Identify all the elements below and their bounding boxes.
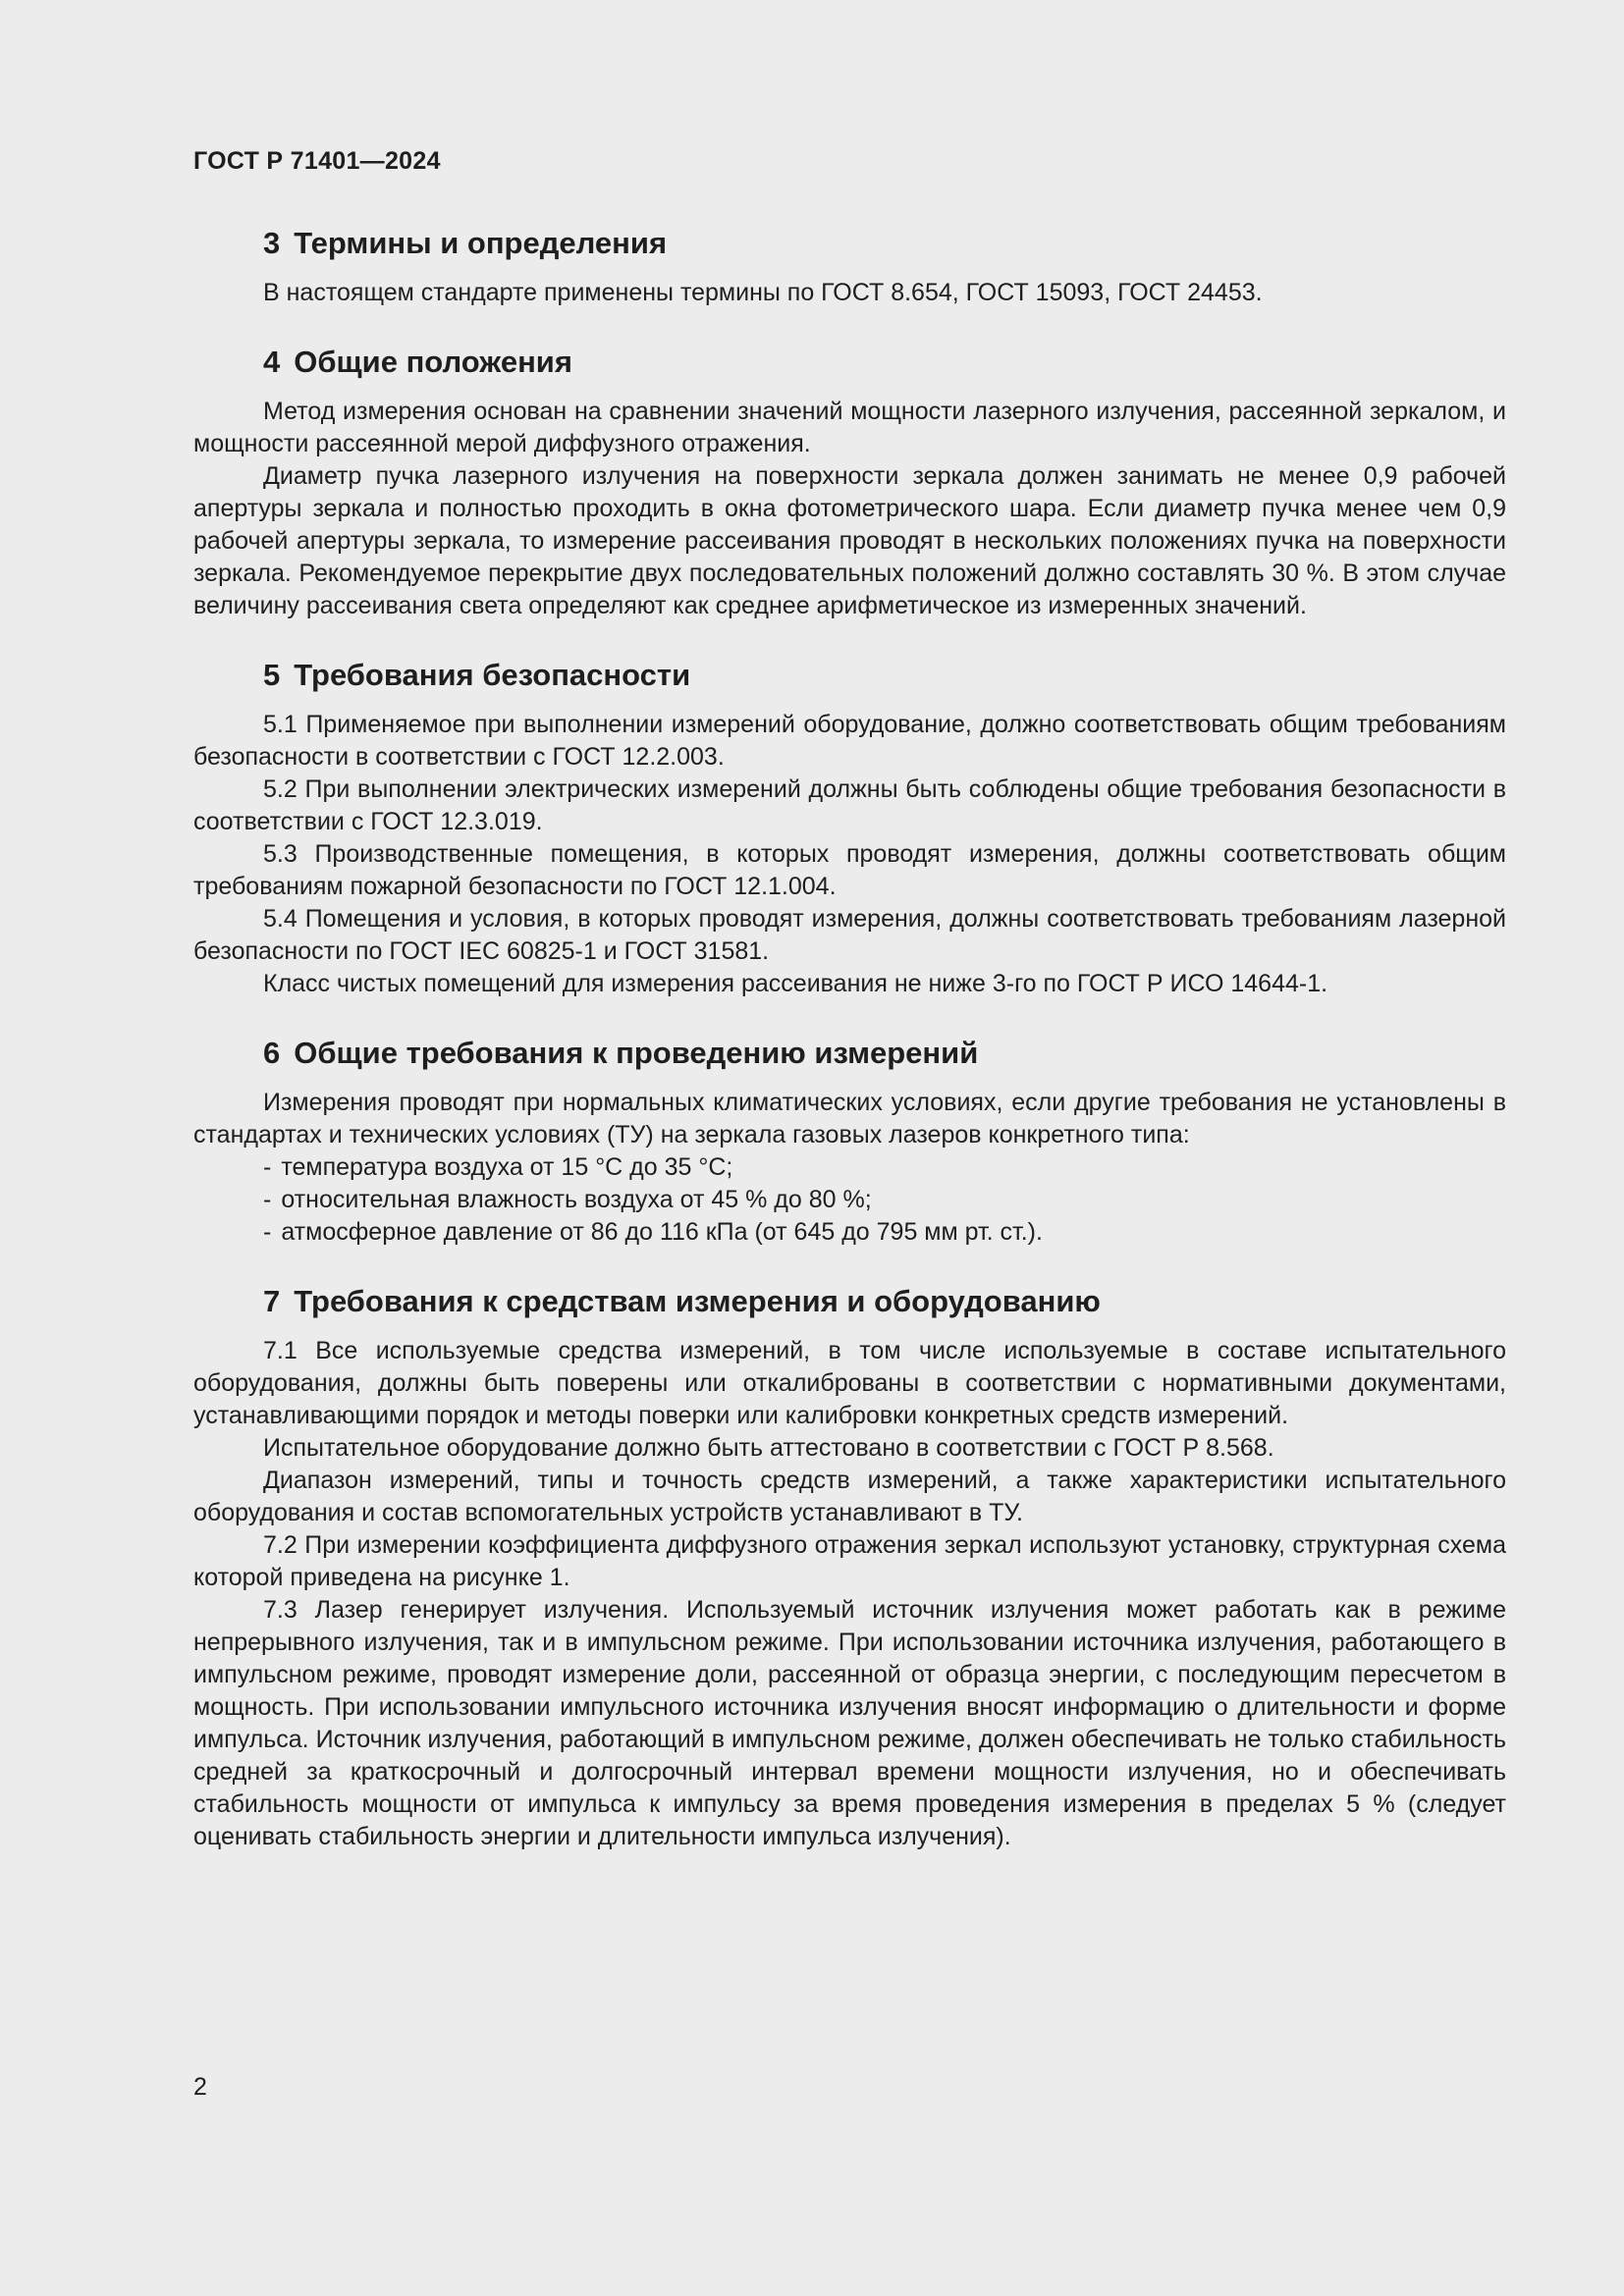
- clause-5-1: 5.1 Применяемое при выполнении измерений оборудование, должно соответствовать общим требованиям безопасности в соответствии с ГОСТ 12.2.003.: [193, 711, 1506, 771]
- section-5: [193, 654, 1506, 1000]
- list-item: - атмосферное давление от 86 до 116 кПа (от 645 до 795 мм рт. ст.).: [263, 1218, 1043, 1246]
- paragraph: Диаметр пучка лазерного излучения на поверхности зеркала должен занимать не менее 0,9 рабочей апертуры зеркала и полностью проходить в окна фотометрического шара. Если диаметр пучка менее чем 0,9 рабочей апертуры зеркала, то измерение рассеивания проводят в нескольких положениях пучка на поверхности зеркала. Рекомендуемое перекрытие двух последовательных положений должно составлять 30 %. В этом случае величину рассеивания света определяют как среднее арифметическое из измеренных значений.: [193, 462, 1506, 619]
- clause-7-3: 7.3 Лазер генерирует излучения. Используемый источник излучения может работать как в режиме непрерывного излучения, так и в импульсном режиме. При использовании источника излучения, работающего в импульсном режиме, проводят измерение доли, рассеянной от образца энергии, с последующим пересчетом в мощность. При использовании импульсного источника излучения вносят информацию о длительности и форме импульса. Источник излучения, работающий в импульсном режиме, должен обеспечивать не только стабильность средней за краткосрочный и долгосрочный интервал времени мощности излучения, но и обеспечивать стабильность мощности от импульса к импульсу за время проведения измерения в пределах 5 % (следует оценивать стабильность энергии и длительности импульса излучения).: [193, 1596, 1506, 1850]
- document-body: [193, 222, 1506, 1853]
- section-heading: [193, 1280, 1506, 1323]
- section-3: [193, 222, 1506, 309]
- section-title: Термины и определения: [294, 226, 668, 260]
- section-6: [193, 1032, 1506, 1249]
- paragraph: Измерения проводят при нормальных климатических условиях, если другие требования не установлены в стандартах и технических условиях (ТУ) на зеркала газовых лазеров конкретного типа:: [193, 1089, 1506, 1148]
- document-header: ГОСТ Р 71401—2024: [193, 147, 441, 175]
- list-item: - относительная влажность воздуха от 45 % до 80 %;: [263, 1186, 872, 1213]
- clause-7-1: 7.1 Все используемые средства измерений, в том числе используемые в составе испытательного оборудования, должны быть поверены или откалиброваны в соответствии с нормативными документами, устанавливающими порядок и методы поверки или калибровки конкретных средств измерений.: [193, 1337, 1506, 1429]
- section-number: 7: [263, 1284, 281, 1318]
- section-title: Общие положения: [294, 345, 572, 379]
- section-4: [193, 341, 1506, 622]
- section-number: 4: [263, 345, 281, 379]
- conditions-list: [193, 1151, 1506, 1249]
- clause-5-3: 5.3 Производственные помещения, в которых проводят измерения, должны соответствовать общим требованиям пожарной безопасности по ГОСТ 12.1.004.: [193, 840, 1506, 900]
- section-7: [193, 1280, 1506, 1853]
- section-heading: [193, 1032, 1506, 1075]
- paragraph: Испытательное оборудование должно быть аттестовано в соответствии с ГОСТ Р 8.568.: [263, 1434, 1274, 1462]
- section-heading: [193, 222, 1506, 265]
- section-number: 3: [263, 226, 281, 260]
- clause-7-2: 7.2 При измерении коэффициента диффузного отражения зеркал используют установку, структурная схема которой приведена на рисунке 1.: [193, 1531, 1506, 1591]
- paragraph: В настоящем стандарте применены термины по ГОСТ 8.654, ГОСТ 15093, ГОСТ 24453.: [263, 279, 1263, 306]
- clause-5-4: 5.4 Помещения и условия, в которых проводят измерения, должны соответствовать требованиям лазерной безопасности по ГОСТ IEC 60825-1 и ГОСТ 31581.: [193, 905, 1506, 965]
- section-title: Требования к средствам измерения и оборудованию: [294, 1284, 1101, 1318]
- page-number: 2: [193, 2073, 207, 2101]
- section-heading: [193, 341, 1506, 384]
- paragraph: Диапазон измерений, типы и точность средств измерений, а также характеристики испытательного оборудования и состав вспомогательных устройств устанавливают в ТУ.: [193, 1467, 1506, 1526]
- section-number: 6: [263, 1036, 281, 1070]
- section-title: Требования безопасности: [294, 658, 691, 692]
- section-number: 5: [263, 658, 281, 692]
- paragraph: Класс чистых помещений для измерения рассеивания не ниже 3-го по ГОСТ Р ИСО 14644-1.: [263, 970, 1328, 997]
- clause-5-2: 5.2 При выполнении электрических измерений должны быть соблюдены общие требования безопасности в соответствии с ГОСТ 12.3.019.: [193, 775, 1506, 835]
- section-title: Общие требования к проведению измерений: [294, 1036, 979, 1070]
- paragraph: Метод измерения основан на сравнении значений мощности лазерного излучения, рассеянной зеркалом, и мощности рассеянной мерой диффузного отражения.: [193, 398, 1506, 457]
- section-heading: [193, 654, 1506, 697]
- list-item: - температура воздуха от 15 °С до 35 °С;: [263, 1153, 733, 1181]
